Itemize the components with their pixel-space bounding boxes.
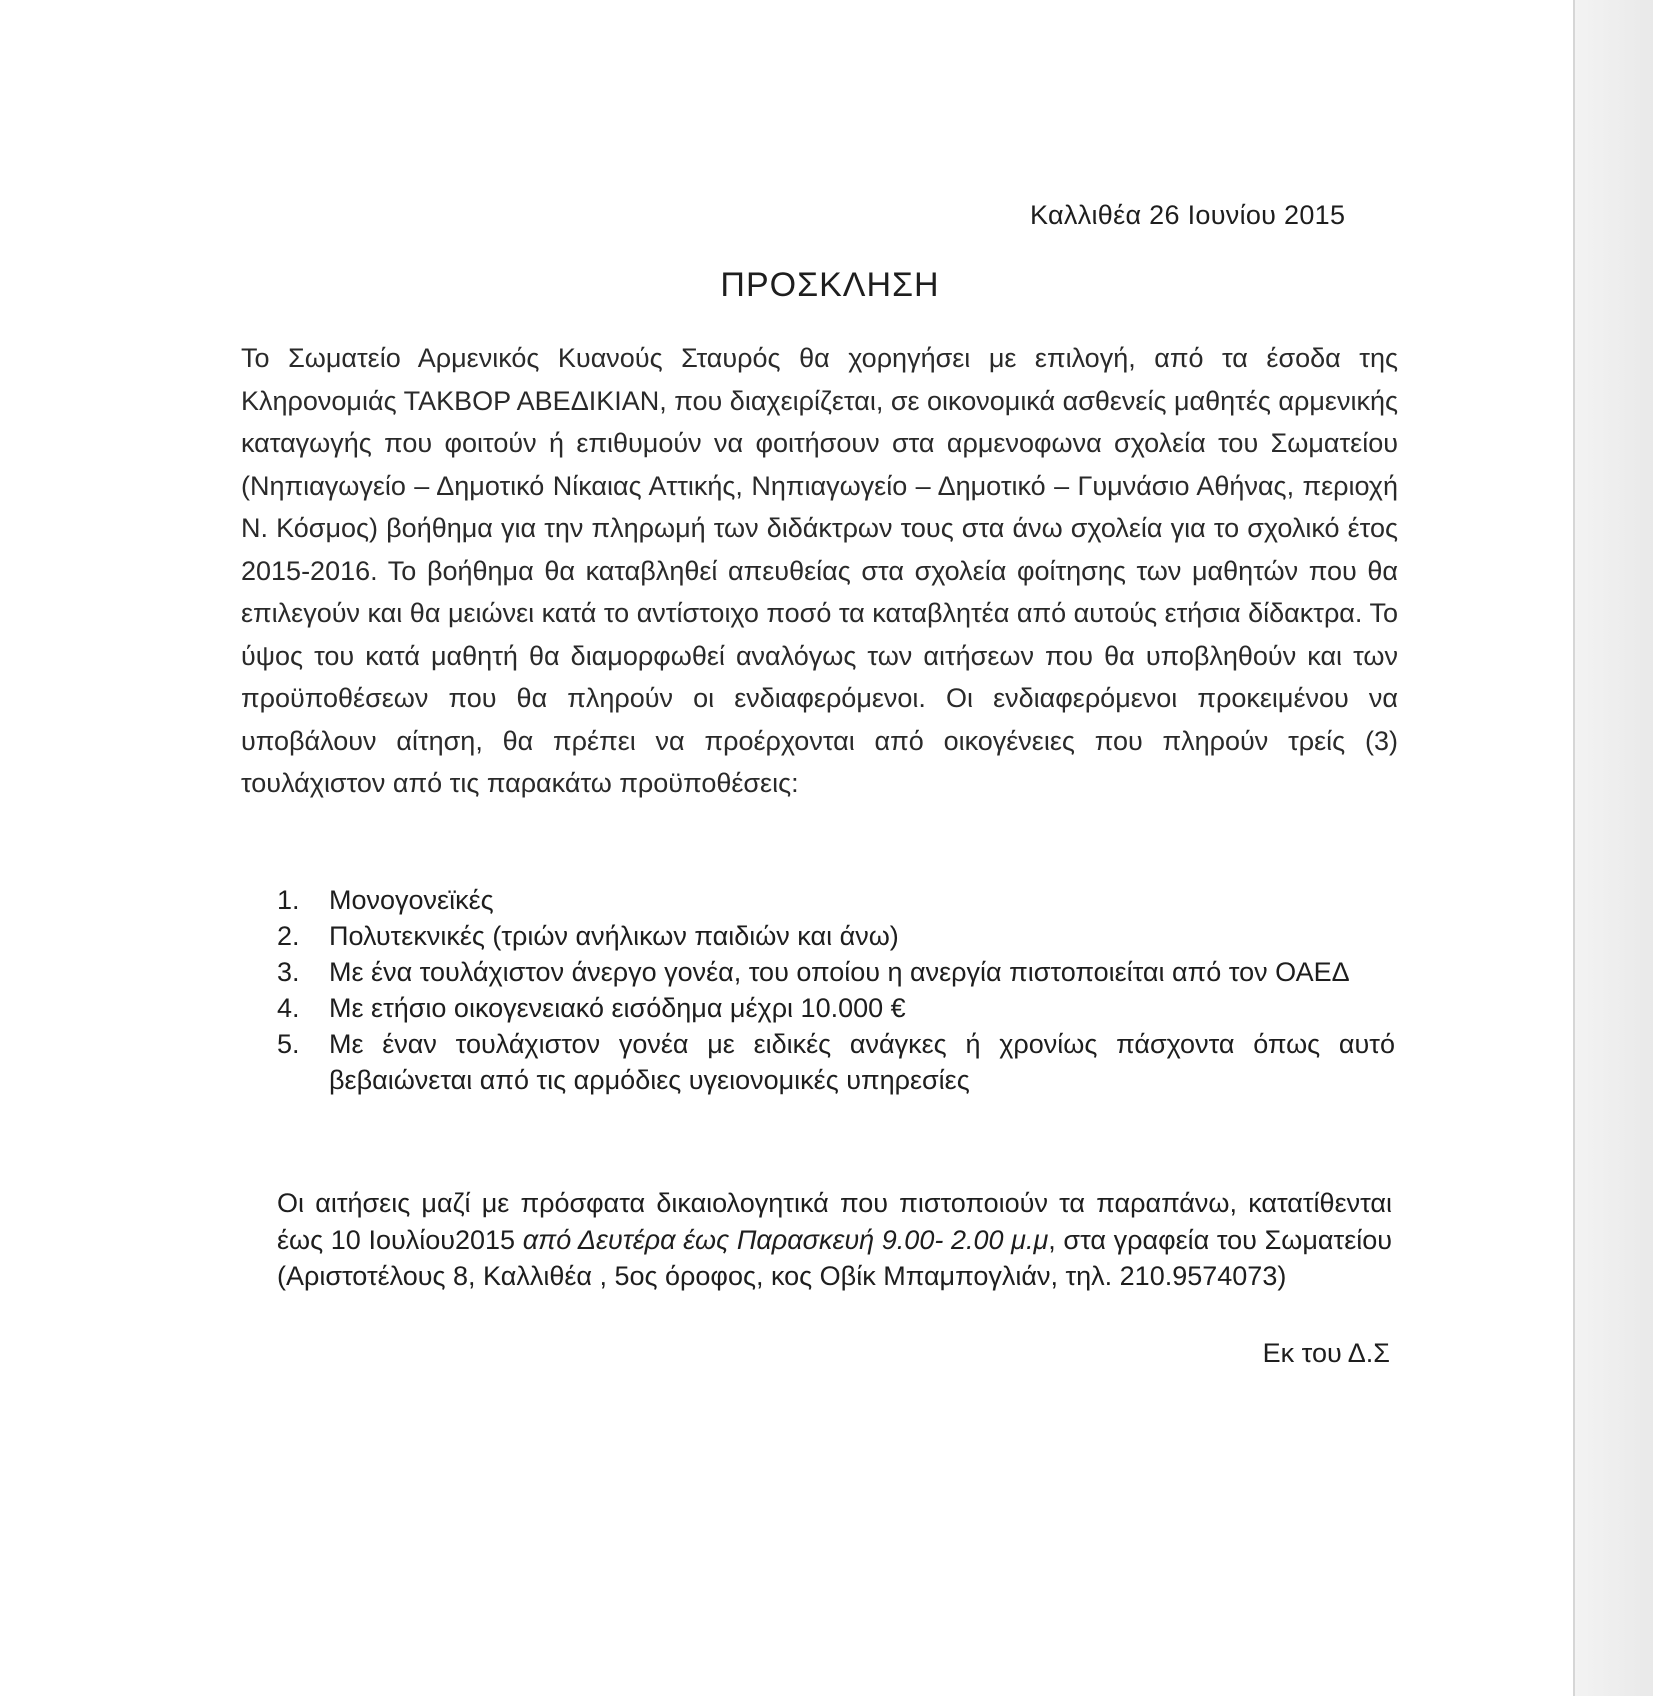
condition-item [277,990,1395,1026]
closing-paragraph [277,1185,1392,1295]
condition-text: Με ετήσιο οικογενειακό εισόδημα μέχρι 10.000 € [329,993,906,1023]
closing-paragraph-block [277,1185,1392,1295]
closing-text-start: Οι αιτήσεις μαζί με πρόσφατα δικαιολογητικά που πιστοποιούν τα παραπάνω, κατατίθενται έως 10 Ιουλίου2015 [277,1188,1392,1255]
signature: Εκ του Δ.Σ [1262,1338,1390,1368]
place-date: Καλλιθέα 26 Ιουνίου 2015 [1030,200,1346,230]
scan-page-edge [1573,0,1653,1696]
condition-number: 3. [277,957,300,987]
intro-paragraph: Το Σωματείο Αρμενικός Κυανούς Σταυρός θα χορηγήσει με επιλογή, από τα έσοδα της Κληρονομιάς ΤΑΚΒΟΡ ΑΒΕΔΙΚΙΑΝ, που διαχειρίζεται, σε οικονομικά ασθενείς μαθητές αρμενικής καταγωγής που φοιτούν ή επιθυμούν να φοιτήσουν στα αρμενοφωνα σχολεία του Σωματείου (Νηπιαγωγείο – Δημοτικό Νίκαιας Αττικής, Νηπιαγωγείο – Δημοτικό – Γυμνάσιο Αθήνας, περιοχή Ν. Κόσμος) βοήθημα για την πληρωμή των διδάκτρων τους στα άνω σχολεία για το σχολικό έτος 2015-2016. Το βοήθημα θα καταβληθεί απευθείας στα σχολεία φοίτησης των μαθητών που θα επιλεγούν και θα μειώνει κατά το αντίστοιχο ποσό τα καταβλητέα από αυτούς ετήσια δίδακτρα. Το ύψος του κατά μαθητή θα διαμορφωθεί αναλόγως των αιτήσεων που θα υποβληθούν και των προϋποθέσεων που θα πληρούν οι ενδιαφερόμενοι. Οι ενδιαφερόμενοι προκειμένου να υποβάλουν αίτηση, θα πρέπει να προέρχονται από οικογένειες που πληρούν τρείς (3) τουλάχιστον από τις παρακάτω προϋποθέσεις: [241,343,1398,798]
condition-number: 5. [277,1029,300,1059]
closing-text-end: , στα γραφεία του Σωματείου (Αριστοτέλους 8, Καλλιθέα , 5ος όροφος, κος Οβίκ Μπαμπογλιάν, τηλ. 210.9574073) [277,1224,1393,1291]
condition-item [277,954,1395,990]
condition-text: Με έναν τουλάχιστον γονέα με ειδικές ανάγκες ή χρονίως πάσχοντα όπως αυτό βεβαιώνεται από τις αρμόδιες υγειονομικές υπηρεσίες [329,1029,1395,1095]
condition-number: 2. [277,921,300,951]
closing-office-hours: από Δευτέρα έως Παρασκευή 9.00- 2.00 μ.μ [522,1224,1049,1255]
condition-number: 4. [277,993,300,1023]
condition-number: 1. [277,885,300,915]
condition-item [277,882,1395,918]
condition-item [277,918,1395,954]
condition-text: Μονογονεϊκές [329,885,494,915]
intro-paragraph-block [241,337,1398,805]
condition-text: Πολυτεκνικές (τριών ανήλικων παιδιών και άνω) [329,921,899,951]
condition-item [277,1026,1395,1098]
condition-text: Με ένα τουλάχιστον άνεργο γονέα, του οποίου η ανεργία πιστοποιείται από τον ΟΑΕΔ [329,957,1350,987]
document-title: ΠΡΟΣΚΛΗΣΗ [720,266,940,304]
conditions-list [277,882,1395,1098]
